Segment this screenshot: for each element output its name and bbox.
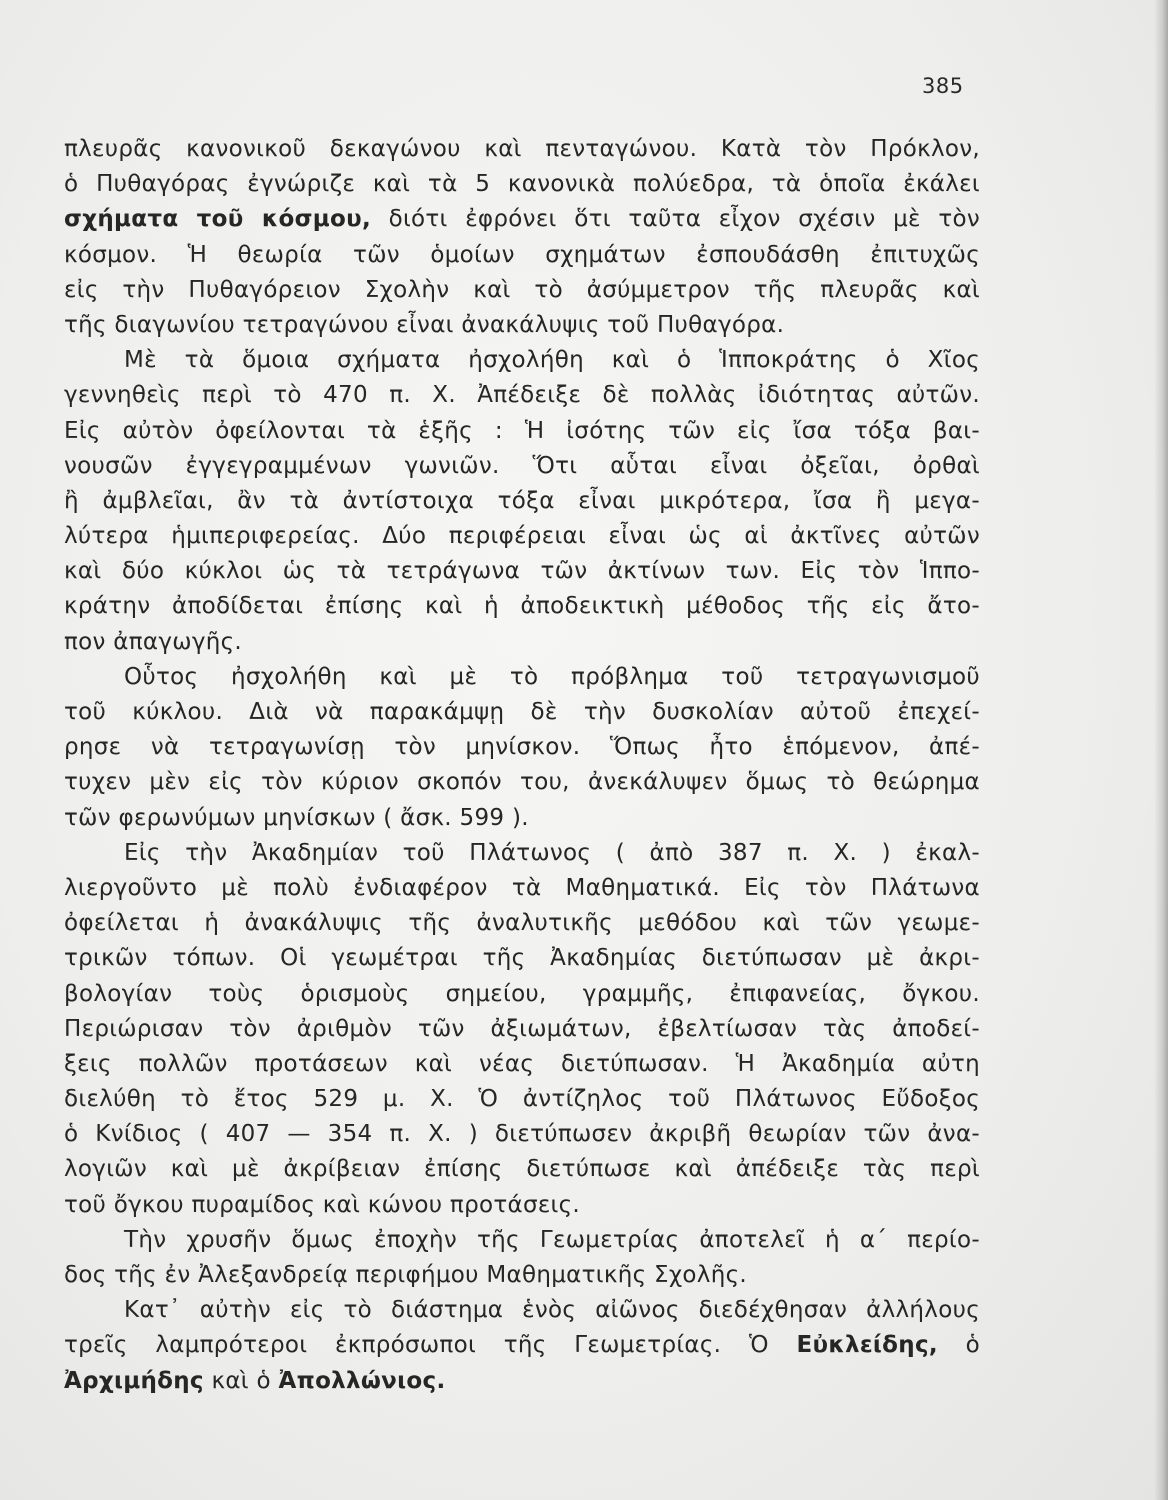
text-segment: λύτερα ἡμιπεριφερείας. Δύο περιφέρειαι εἶναι ὡς αἱ ἀκτῖνες αὐτῶν: [64, 523, 980, 550]
text-segment: λογιῶν καὶ μὲ ἀκρίβειαν ἐπίσης διετύπωσε καὶ ἀπέδειξε τὰς περὶ: [64, 1156, 980, 1183]
body-text: [64, 132, 980, 1399]
text-line: [64, 414, 980, 449]
text-segment: ρησε νὰ τετραγωνίσῃ τὸν μηνίσκον. Ὅπως ἦτο ἑπόμενον, ἀπέ-: [64, 734, 980, 761]
text-segment: Τὴν χρυσῆν ὅμως ἐποχὴν τῆς Γεωμετρίας ἀποτελεῖ ἡ α΄ περίο-: [124, 1226, 980, 1253]
text-line: [64, 730, 980, 765]
text-line: [64, 378, 980, 413]
text-segment: Οὗτος ἠσχολήθη καὶ μὲ τὸ πρόβλημα τοῦ τετραγωνισμοῦ: [124, 663, 980, 690]
text-line: [64, 871, 980, 906]
text-segment: τοῦ κύκλου. Διὰ νὰ παρακάμψῃ δὲ τὴν δυσκολίαν αὐτοῦ ἐπεχεί-: [64, 699, 980, 725]
text-line: [64, 1188, 980, 1223]
text-segment: Κατ᾽ αὐτὴν εἰς τὸ διάστημα ἑνὸς αἰῶνος διεδέχθησαν ἀλλήλους: [124, 1297, 980, 1324]
text-segment: Περιώρισαν τὸν ἀριθμὸν τῶν ἀξιωμάτων, ἐβελτίωσαν τὰς ἀποδεί-: [64, 1015, 980, 1042]
bold-term: Ἀρχιμήδης: [64, 1367, 204, 1394]
text-segment: Μὲ τὰ ὅμοια σχήματα ἠσχολήθη καὶ ὁ Ἱπποκράτης ὁ Χῖος: [124, 347, 980, 374]
text-segment: τῶν φερωνύμων μηνίσκων ( ἄσκ. 599 ).: [64, 804, 529, 831]
text-segment: διελύθη τὸ ἔτος 529 μ. Χ. Ὁ ἀντίζηλος τοῦ Πλάτωνος Εὔδοξος: [64, 1086, 980, 1113]
text-line: [64, 167, 980, 202]
text-line: [64, 519, 980, 554]
text-line: [64, 941, 980, 976]
text-line: [64, 273, 980, 308]
text-segment: κόσμον. Ἡ θεωρία τῶν ὁμοίων σχημάτων ἐσπουδάσθη ἐπιτυχῶς: [64, 241, 980, 268]
text-segment: τυχεν μὲν εἰς τὸν κύριον σκοπόν του, ἀνεκάλυψεν ὅμως τὸ θεώρημα: [64, 769, 980, 796]
text-segment: νουσῶν ἐγγεγραμμένων γωνιῶν. Ὅτι αὗται εἶναι ὀξεῖαι, ὀρθαὶ: [64, 452, 980, 479]
text-line: [64, 1258, 980, 1293]
text-segment: ξεις πολλῶν προτάσεων καὶ νέας διετύπωσαν. Ἡ Ἀκαδημία αὐτη: [64, 1050, 980, 1077]
text-line: [64, 1082, 980, 1117]
text-line: [64, 1117, 980, 1152]
text-line: [64, 238, 980, 273]
text-segment: γεννηθεὶς περὶ τὸ 470 π. Χ. Ἀπέδειξε δὲ πολλὰς ἰδιότητας αὐτῶν.: [64, 382, 980, 409]
page-edge-shadow: [1154, 0, 1168, 1500]
text-line: [64, 484, 980, 519]
text-line: [64, 202, 980, 237]
text-segment: Εἰς αὐτὸν ὀφείλονται τὰ ἑξῆς : Ἡ ἰσότης τῶν εἰς ἴσα τόξα βαι-: [64, 417, 980, 444]
bold-term: Ἀπολλώνιος.: [278, 1367, 446, 1394]
text-segment: διότι ἐφρόνει ὅτι ταῦτα εἶχον σχέσιν μὲ τὸν: [371, 206, 980, 233]
text-line: [64, 1047, 980, 1082]
text-line: [64, 1012, 980, 1047]
text-segment: ὁ Πυθαγόρας ἐγνώριζε καὶ τὰ 5 κανονικὰ πολύεδρα, τὰ ὁποῖα ἐκάλει: [64, 171, 980, 198]
text-segment: ὀφείλεται ἡ ἀνακάλυψις τῆς ἀναλυτικῆς μεθόδου καὶ τῶν γεωμε-: [64, 910, 980, 937]
text-line: [64, 765, 980, 800]
text-line: [64, 589, 980, 624]
text-line: [64, 1328, 980, 1363]
text-line: [64, 906, 980, 941]
text-line: [64, 1364, 980, 1399]
text-segment: ὁ Κνίδιος ( 407 — 354 π. Χ. ) διετύπωσεν ἀκριβῆ θεωρίαν τῶν ἀνα-: [64, 1121, 980, 1148]
text-segment: τρικῶν τόπων. Οἱ γεωμέτραι τῆς Ἀκαδημίας διετύπωσαν μὲ ἀκρι-: [64, 945, 980, 972]
text-line: [64, 554, 980, 589]
text-line: [64, 801, 980, 836]
text-segment: εἰς τὴν Πυθαγόρειον Σχολὴν καὶ τὸ ἀσύμμετρον τῆς πλευρᾶς καὶ: [64, 276, 980, 303]
text-segment: ἢ ἀμβλεῖαι, ἂν τὰ ἀντίστοιχα τόξα εἶναι μικρότερα, ἴσα ἢ μεγα-: [64, 487, 980, 514]
text-segment: κράτην ἀποδίδεται ἐπίσης καὶ ἡ ἀποδεικτικὴ μέθοδος τῆς εἰς ἄτο-: [64, 593, 980, 620]
text-line: [64, 695, 980, 730]
page-number: 385: [922, 74, 964, 98]
text-line: [64, 1293, 980, 1328]
text-segment: ὁ: [937, 1332, 980, 1359]
text-line: [64, 1152, 980, 1187]
text-segment: βολογίαν τοὺς ὁρισμοὺς σημείου, γραμμῆς, ἐπιφανείας, ὄγκου.: [64, 980, 980, 1007]
text-segment: δος τῆς ἐν Ἀλεξανδρείᾳ περιφήμου Μαθηματικῆς Σχολῆς.: [64, 1262, 747, 1288]
text-line: [64, 1223, 980, 1258]
text-line: [64, 449, 980, 484]
text-segment: πον ἀπαγωγῆς.: [64, 628, 243, 655]
text-segment: καὶ δύο κύκλοι ὡς τὰ τετράγωνα τῶν ἀκτίνων των. Εἰς τὸν Ἱππο-: [64, 558, 980, 585]
text-segment: καὶ ὁ: [203, 1367, 279, 1394]
text-segment: τῆς διαγωνίου τετραγώνου εἶναι ἀνακάλυψις τοῦ Πυθαγόρα.: [64, 311, 785, 338]
bold-term: σχήματα τοῦ κόσμου,: [64, 206, 372, 233]
text-line: [64, 308, 980, 343]
text-segment: πλευρᾶς κανονικοῦ δεκαγώνου καὶ πενταγώνου. Κατὰ τὸν Πρόκλον,: [64, 136, 980, 162]
text-segment: Εἰς τὴν Ἀκαδημίαν τοῦ Πλάτωνος ( ἀπὸ 387 π. Χ. ) ἐκαλ-: [124, 839, 980, 866]
text-line: [64, 660, 980, 695]
text-line: [64, 977, 980, 1012]
text-line: [64, 132, 980, 167]
bold-term: Εὐκλείδης,: [796, 1332, 938, 1359]
text-line: [64, 343, 980, 378]
text-line: [64, 625, 980, 660]
text-segment: τρεῖς λαμπρότεροι ἐκπρόσωποι τῆς Γεωμετρίας. Ὁ: [64, 1332, 797, 1359]
text-segment: τοῦ ὄγκου πυραμίδος καὶ κώνου προτάσεις.: [64, 1191, 581, 1218]
text-line: [64, 836, 980, 871]
text-segment: λιεργοῦντο μὲ πολὺ ἐνδιαφέρον τὰ Μαθηματικά. Εἰς τὸν Πλάτωνα: [64, 874, 980, 901]
